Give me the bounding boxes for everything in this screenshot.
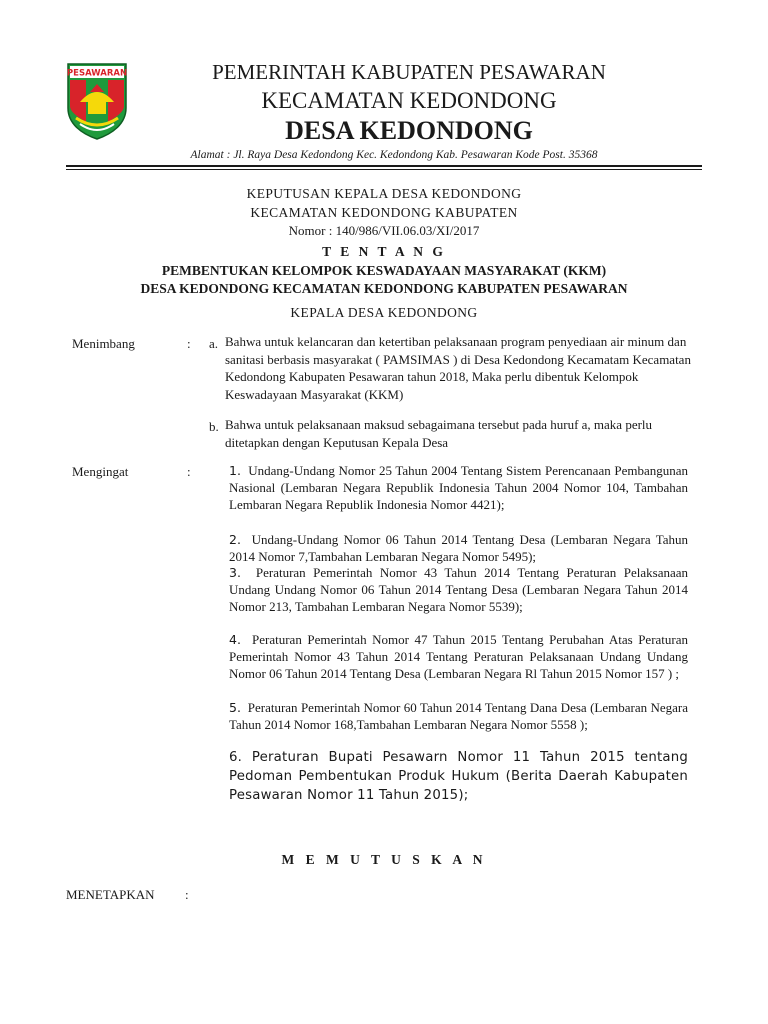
menetapkan-label: MENETAPKAN [66,887,155,902]
mengingat-item [229,462,688,513]
emblem-text: PESAWARAN [66,68,128,79]
item-number: 3. [229,565,241,580]
mengingat-colon: : [187,464,191,479]
memutuskan-heading: M E M U T U S K A N [281,852,487,867]
mengingat-item [229,564,688,615]
item-number: 4. [229,632,241,647]
mengingat-item [229,748,688,805]
item-number: 5. [229,700,241,715]
item-text: Undang-Undang Nomor 25 Tahun 2004 Tentang Sistem Perencanaan Pembangunan Nasional (Lembaran Negara Republik Indonesia Tahun 2004 Nomor 104, Tambahan Lembaran Negara Republik Indonesia Nomor 4421); [229,463,689,512]
item-text: Peraturan Pemerintah Nomor 47 Tahun 2015 Tentang Perubahan Atas Peraturan Pemerintah Nomor 43 Tahun 2014 Tentang Peraturan Pelaksanaan Undang Undang Nomor 06 Tahun 2014 Tentang Desa (Lembaran Negara Rl Tahun 2015 Nomor 157 ) ; [229,632,689,681]
issuer-heading: KEPALA DESA KEDONDONG [290,305,478,320]
item-number: 2. [229,532,241,547]
menimbang-colon: : [187,336,191,351]
item-text: Undang-Undang Nomor 06 Tahun 2014 Tentang Desa (Lembaran Negara Tahun 2014 Nomor 7,Tambahan Lembaran Negara Nomor 5495); [229,532,689,564]
mengingat-item [229,699,688,733]
decree-subject: PEMBENTUKAN KELOMPOK KESWADAYAAN MASYARAKAT (KKM) [161,263,607,278]
pesawaran-emblem-icon [66,62,128,140]
menimbang-b-text: Bahwa untuk pelaksanaan maksud sebagaimana tersebut pada huruf a, maka perlu ditetapkan dengan Keputusan Kepala Desa [225,417,653,450]
mengingat-label: Mengingat [72,464,129,479]
letterhead-divider-thin [66,169,702,170]
mengingat-item [229,631,688,682]
menimbang-label: Menimbang [72,336,135,351]
district-name: KECAMATAN KEDONDONG [261,88,557,113]
menetapkan-colon: : [185,887,189,902]
village-name: DESA KEDONDONG [285,116,533,145]
menimbang-b-marker: b. [209,419,219,434]
menimbang-a-text: Bahwa untuk kelancaran dan ketertiban pelaksanaan program penyediaan air minum dan sanitasi berbasis masyarakat ( PAMSIMAS ) di Desa Kedondong Kecamatam Kecamatan Kedondong Kabupaten Pesawaran tahun 2018, Maka perlu dibentuk Kelompok Keswadayaan Masyarakat (KKM) [225,334,691,402]
item-number: 6. [229,750,243,765]
letterhead-divider [66,165,702,167]
mengingat-item [229,531,688,565]
decree-title: KEPUTUSAN KEPALA DESA KEDONDONG [246,186,522,201]
government-name: PEMERINTAH KABUPATEN PESAWARAN [212,60,606,84]
item-text: Peraturan Pemerintah Nomor 60 Tahun 2014 Tentang Dana Desa (Lembaran Negara Tahun 2014 Nomor 168,Tambahan Lembaran Negara Nomor 5558 ); [229,700,689,732]
decree-subject-2: DESA KEDONDONG KECAMATAN KEDONDONG KABUPATEN PESAWARAN [140,281,628,296]
menimbang-a-marker: a. [209,336,219,351]
tentang-heading: T E N T A N G [322,244,446,259]
item-number: 1. [229,463,241,478]
address-line: Alamat : Jl. Raya Desa Kedondong Kec. Kedondong Kab. Pesawaran Kode Post. 35368 [190,149,598,161]
decree-number: Nomor : 140/986/VII.06.03/XI/2017 [288,223,480,238]
item-text: Peraturan Bupati Pesawarn Nomor 11 Tahun 2015 tentang Pedoman Pembentukan Produk Hukum (Berita Daerah Kabupaten Pesawaran Nomor 11 Tahun 2015); [229,750,688,803]
decree-title-2: KECAMATAN KEDONDONG KABUPATEN [250,205,518,220]
item-text: Peraturan Pemerintah Nomor 43 Tahun 2014 Tentang Peraturan Pelaksanaan Undang Undang Nomor 06 Tahun 2014 Tentang Desa (Lembaran Negara Tahun 2014 Nomor 213, Tambahan Lembaran Negara Nomor 5539); [229,565,688,614]
